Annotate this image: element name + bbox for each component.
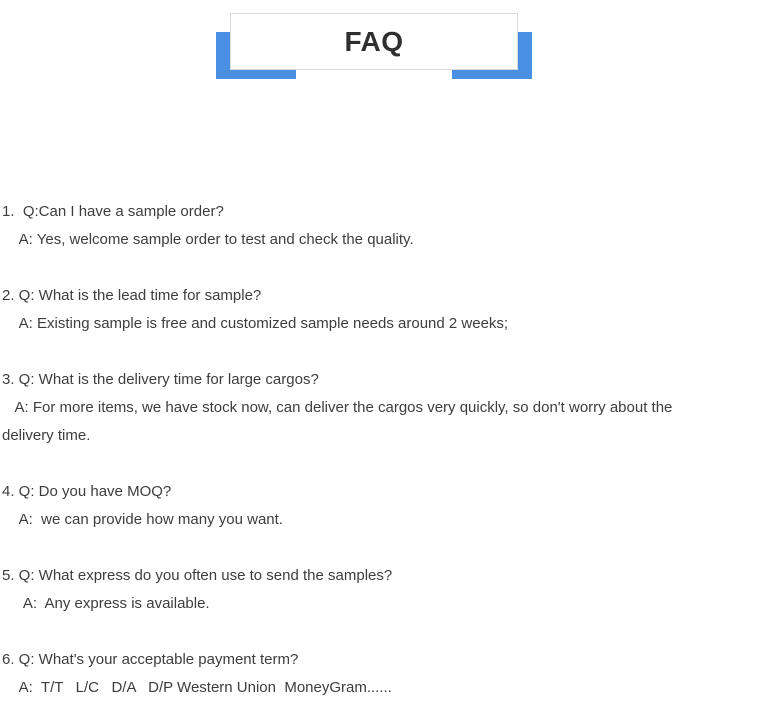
faq-answer: A: T/T L/C D/A D/P Western Union MoneyGram...... — [2, 679, 392, 696]
faq-question: 1. Q:Can I have a sample order? — [2, 203, 224, 220]
faq-answer: A: For more items, we have stock now, can deliver the cargos very quickly, so don't worry about the — [2, 399, 673, 416]
faq-item — [0, 282, 777, 338]
faq-question: 4. Q: Do you have MOQ? — [2, 483, 172, 500]
faq-item — [0, 478, 777, 534]
faq-item — [0, 646, 777, 702]
faq-answer: A: Existing sample is free and customized sample needs around 2 weeks; — [2, 315, 509, 332]
faq-answer: A: Yes, welcome sample order to test and check the quality. — [2, 231, 414, 248]
faq-question: 3. Q: What is the delivery time for large cargos? — [2, 371, 319, 388]
faq-question: 2. Q: What is the lead time for sample? — [2, 287, 262, 304]
faq-answer: A: we can provide how many you want. — [2, 511, 283, 528]
faq-item — [0, 198, 777, 254]
page-title: FAQ — [344, 26, 404, 57]
faq-item — [0, 366, 777, 450]
faq-question: 5. Q: What express do you often use to send the samples? — [2, 567, 393, 584]
faq-item — [0, 562, 777, 618]
faq-question: 6. Q: What's your acceptable payment term? — [2, 651, 299, 668]
faq-answer-continued: delivery time. — [2, 427, 91, 444]
faq-header-banner — [0, 0, 777, 95]
faq-answer: A: Any express is available. — [2, 595, 210, 612]
